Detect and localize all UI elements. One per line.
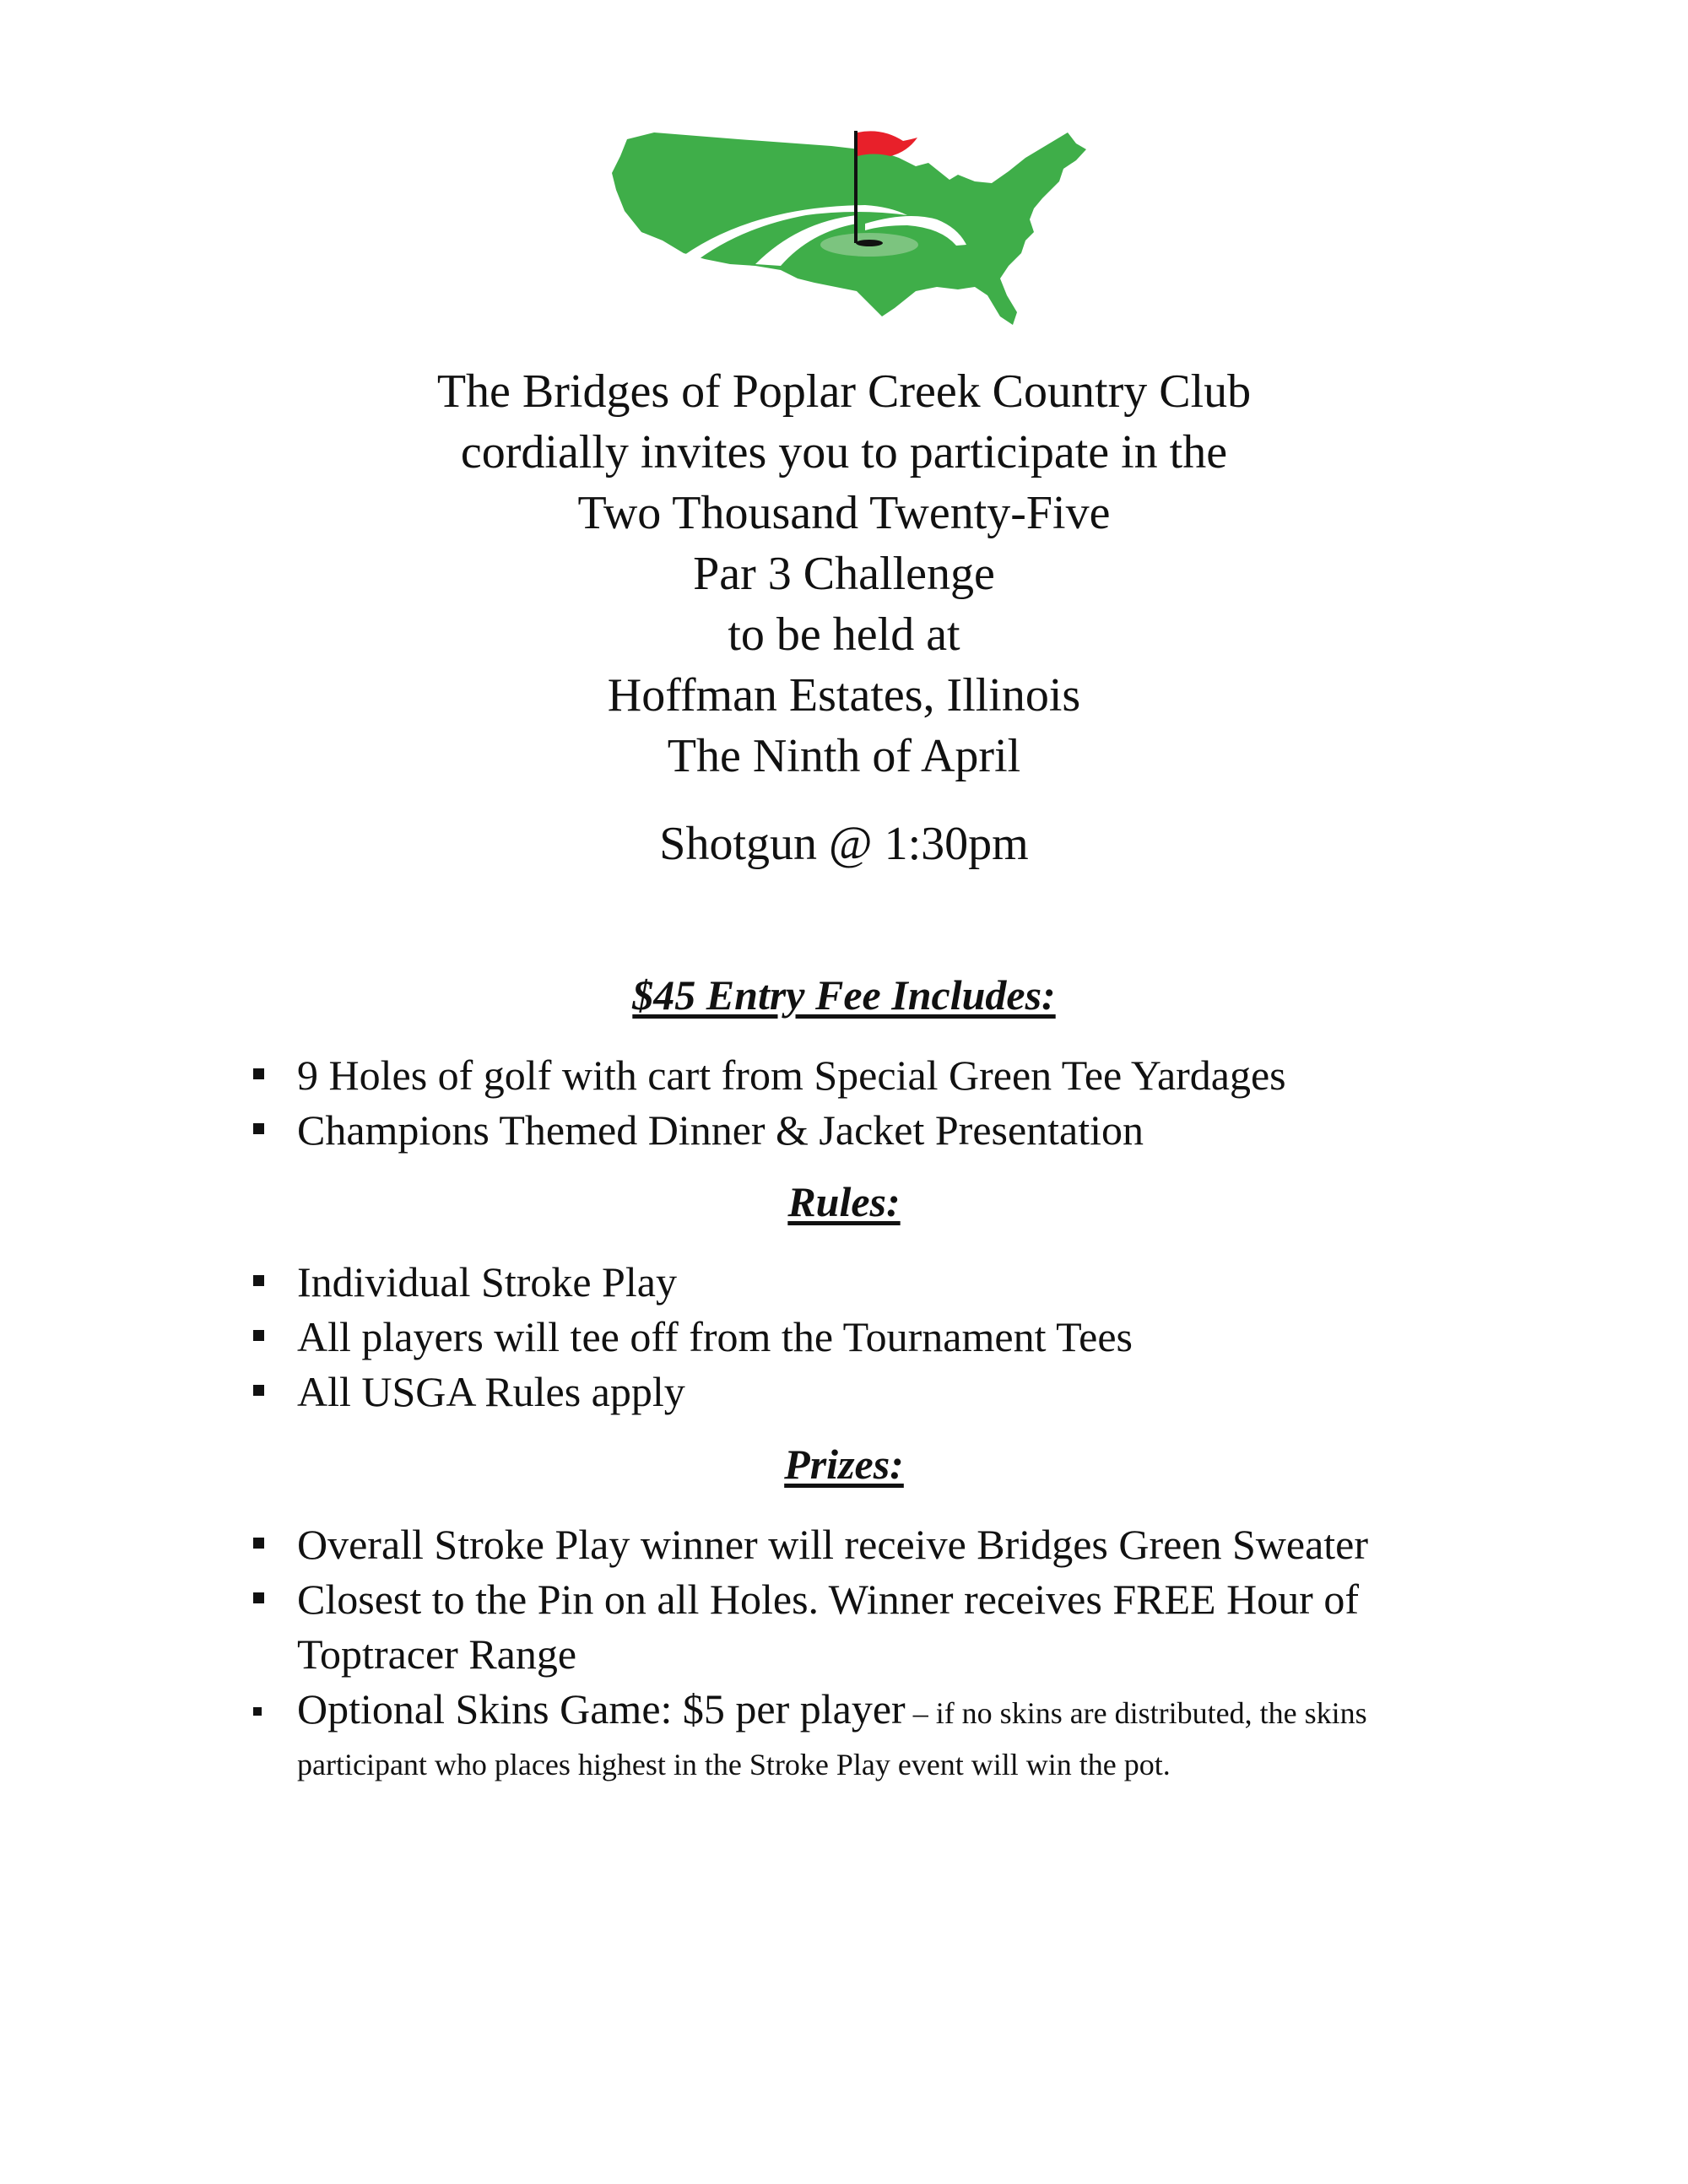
list-item: Champions Themed Dinner & Jacket Presentation bbox=[253, 1103, 1477, 1158]
invitation-text bbox=[0, 361, 1688, 787]
club-name: The Bridges of Poplar Creek Country Club bbox=[436, 365, 1252, 418]
golf-map-logo bbox=[603, 114, 1093, 333]
rules-heading: Rules: bbox=[787, 1178, 901, 1225]
entry-fee-heading: $45 Entry Fee Includes: bbox=[632, 971, 1056, 1019]
skins-note: – if no skins are distributed, the skins participant who places highest in the Stroke Play event will win the pot. bbox=[297, 1696, 1367, 1781]
list-item: Closest to the Pin on all Holes. Winner receives FREE Hour of Toptracer Range bbox=[253, 1572, 1445, 1682]
list-item bbox=[253, 1685, 1479, 1788]
list-item: Overall Stroke Play winner will receive Bridges Green Sweater bbox=[253, 1517, 1477, 1572]
us-map-shape bbox=[612, 132, 1086, 325]
rules-list bbox=[253, 1255, 1477, 1419]
bullet-icon bbox=[253, 1385, 264, 1396]
list-item: Individual Stroke Play bbox=[253, 1255, 1477, 1310]
invite-line: to be held at bbox=[728, 608, 960, 661]
prizes-heading: Prizes: bbox=[784, 1441, 904, 1488]
event-year: Two Thousand Twenty-Five bbox=[577, 487, 1111, 539]
invite-line: cordially invites you to participate in the bbox=[460, 426, 1228, 478]
prizes-list bbox=[253, 1517, 1477, 1788]
bullet-icon bbox=[253, 1707, 262, 1716]
red-flag-icon bbox=[858, 131, 917, 156]
bullet-icon bbox=[253, 1123, 264, 1134]
bullet-icon bbox=[253, 1068, 264, 1079]
bullet-icon bbox=[253, 1538, 264, 1549]
event-date: The Ninth of April bbox=[667, 730, 1021, 782]
flag-pole-icon bbox=[854, 131, 858, 243]
event-location: Hoffman Estates, Illinois bbox=[607, 669, 1081, 722]
entry-fee-list bbox=[253, 1048, 1477, 1158]
event-name: Par 3 Challenge bbox=[693, 548, 995, 600]
start-time: Shotgun @ 1:30pm bbox=[659, 818, 1029, 870]
skins-game: Optional Skins Game: $5 per player bbox=[297, 1685, 906, 1733]
hole-cup-icon bbox=[856, 240, 883, 246]
bullet-icon bbox=[253, 1330, 264, 1341]
list-item: 9 Holes of golf with cart from Special Green Tee Yardages bbox=[253, 1048, 1477, 1103]
list-item: All players will tee off from the Tournament Tees bbox=[253, 1310, 1477, 1365]
bullet-icon bbox=[253, 1592, 264, 1603]
list-item: All USGA Rules apply bbox=[253, 1365, 1477, 1419]
bullet-icon bbox=[253, 1275, 264, 1286]
